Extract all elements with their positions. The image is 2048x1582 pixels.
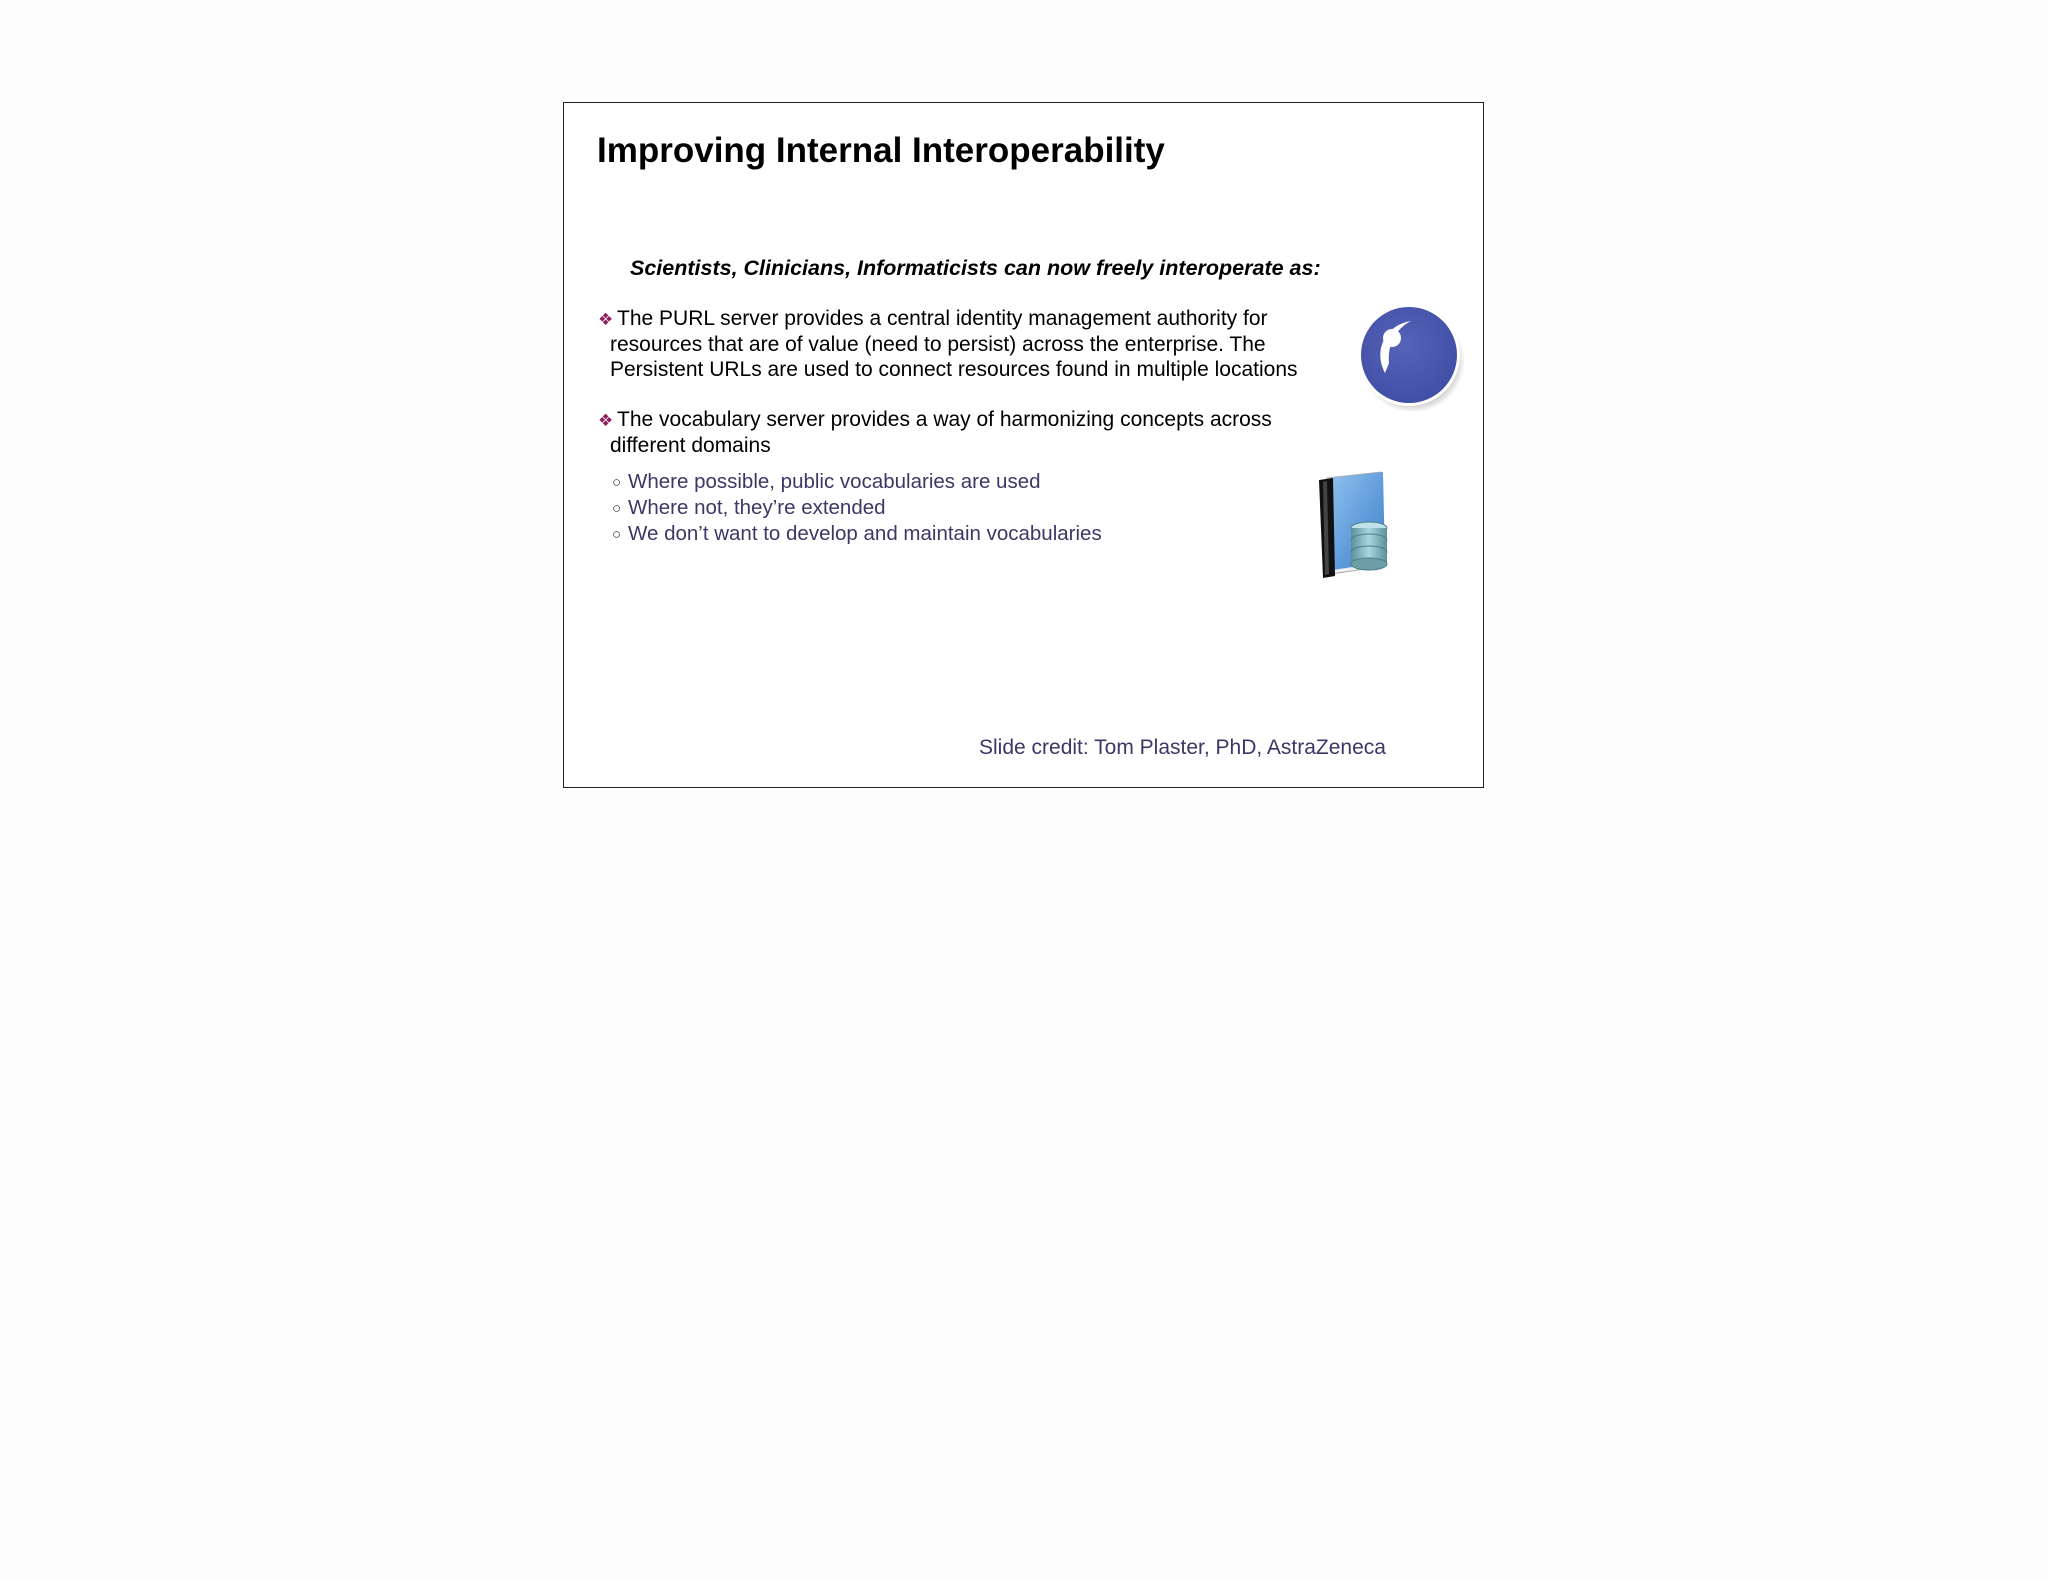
bullet-line: Persistent URLs are used to connect resources found in multiple locations xyxy=(610,358,1298,381)
vocabulary-database-book-icon xyxy=(1315,470,1399,582)
diamond-bullet-icon: ❖ xyxy=(598,411,614,430)
circle-bullet-icon: ○ xyxy=(612,526,622,543)
slide-credit: Slide credit: Tom Plaster, PhD, AstraZeneca xyxy=(979,736,1386,759)
list-item: ○ We don’t want to develop and maintain vocabularies xyxy=(612,522,1102,545)
slide-subtitle: Scientists, Clinicians, Informaticists can now freely interoperate as: xyxy=(630,256,1321,280)
slide-title: Improving Internal Interoperability xyxy=(597,131,1165,170)
list-item: ○ Where not, they’re extended xyxy=(612,496,886,519)
bullet-line: resources that are of value (need to persist) across the enterprise. The xyxy=(610,333,1266,356)
circle-bullet-icon: ○ xyxy=(612,500,622,517)
bullet-vocabulary-server xyxy=(598,407,1338,458)
bullet-line: The vocabulary server provides a way of harmonizing concepts across xyxy=(617,408,1272,431)
vocabulary-sublist xyxy=(612,469,1102,547)
purl-sphere-icon xyxy=(1355,301,1465,411)
bullet-line: The PURL server provides a central identity management authority for xyxy=(617,307,1268,330)
diamond-bullet-icon: ❖ xyxy=(598,310,614,329)
circle-bullet-icon: ○ xyxy=(612,474,622,491)
slide xyxy=(563,102,1484,788)
bullet-line: different domains xyxy=(610,434,771,457)
bullet-purl-server xyxy=(598,306,1338,382)
list-item: ○ Where possible, public vocabularies are used xyxy=(612,470,1041,493)
